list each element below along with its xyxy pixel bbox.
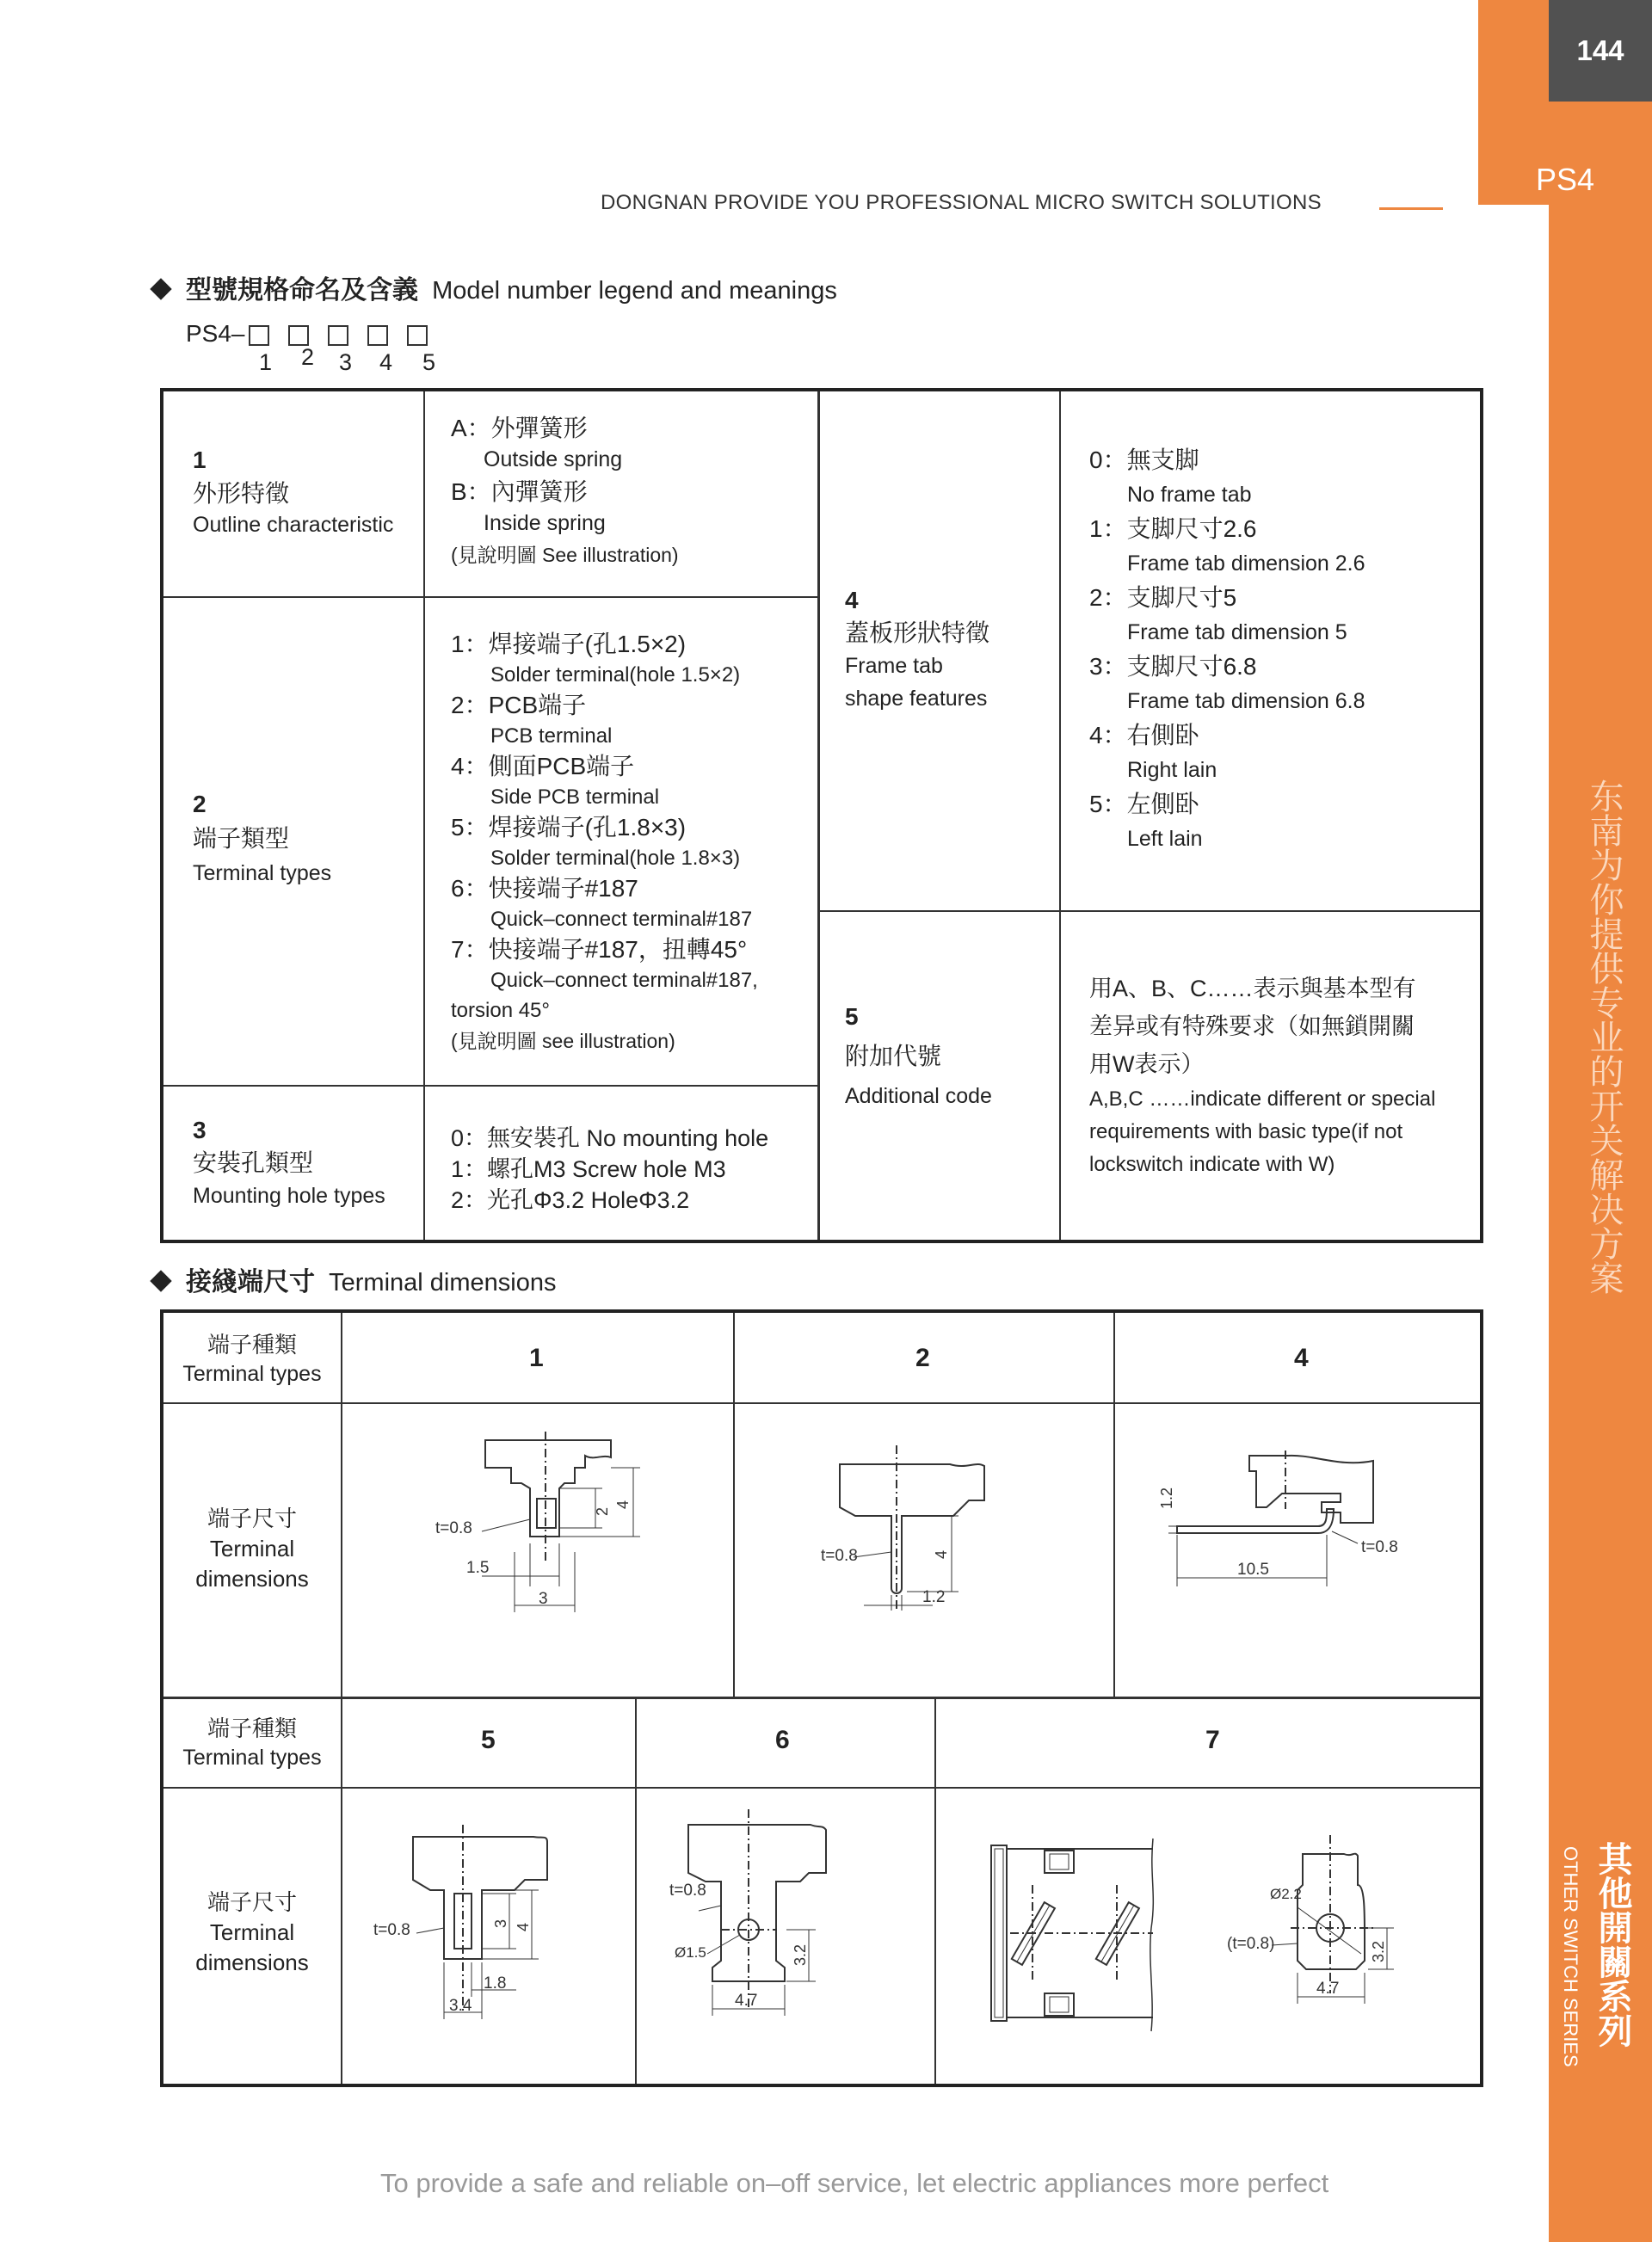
diamond-bullet-icon <box>150 278 171 299</box>
legend-row-1-label <box>193 443 393 540</box>
legend-row-2-options <box>451 629 758 1056</box>
terminal-heading <box>153 1260 556 1298</box>
dim-en: Terminal <box>209 1536 295 1562</box>
terminal-type-header <box>163 1714 341 1773</box>
terminal-7-frame <box>991 1845 1007 2021</box>
terminal-4-lead <box>1177 1509 1334 1533</box>
diamond-bullet-icon <box>150 1270 171 1291</box>
terminal-7-frame-inner <box>995 1849 1003 2017</box>
code-box <box>249 325 269 346</box>
option-text: (見說明圖 see illustration) <box>451 1029 675 1052</box>
code-box <box>367 325 388 346</box>
page-header: DONGNAN PROVIDE YOU PROFESSIONAL MICRO SWITCH SOLUTIONS <box>601 191 1322 214</box>
legend-row-3-options <box>451 1123 768 1216</box>
legend-row-en: Mounting hole types <box>193 1184 385 1208</box>
legend-heading <box>153 268 837 306</box>
option-text: 2：PCB端子 <box>451 692 587 718</box>
terminal-type-num: 2 <box>915 1344 930 1372</box>
option-text: 1：支脚尺寸2.6 <box>1089 515 1257 542</box>
dim-label: t=0.8 <box>435 1519 472 1537</box>
dim-label: 3.2 <box>1370 1940 1387 1962</box>
dim-label: t=0.8 <box>1361 1538 1398 1556</box>
dim-label: 3 <box>539 1590 548 1608</box>
break-line <box>1150 1839 1153 2031</box>
option-text: 1：焊接端子(孔1.5×2) <box>451 631 687 657</box>
code-digit: 4 <box>379 349 393 375</box>
option-text: A：外彈簧形 <box>451 415 588 441</box>
dim-label: 3.2 <box>792 1943 809 1966</box>
dim-label: 1.2 <box>1158 1487 1175 1509</box>
terminal-4-outline <box>1249 1456 1373 1523</box>
leader-line <box>854 1552 891 1557</box>
terminal-1-drawing <box>344 1406 731 1695</box>
dim-label: 4 <box>515 1922 532 1931</box>
legend-row-2-label <box>193 787 331 890</box>
leader-line <box>1272 1943 1298 1945</box>
terminal-7-slot-inner <box>1050 1854 1069 1869</box>
terminal-type-header <box>163 1330 341 1389</box>
option-text: Side PCB terminal <box>490 785 660 809</box>
leader-line <box>699 1906 721 1911</box>
option-text: No frame tab <box>1127 483 1252 507</box>
code-digit: 5 <box>422 349 436 375</box>
legend-row-5-options <box>1089 970 1435 1181</box>
code-digit: 3 <box>339 349 353 375</box>
legend-row-cn: 蓋板形狀特徵 <box>845 619 990 646</box>
page-number: 144 <box>1549 0 1652 102</box>
legend-row-1-options <box>451 412 679 571</box>
legend-row-en: Terminal types <box>193 861 332 885</box>
dim-label: 1.5 <box>466 1559 490 1577</box>
option-text: Solder terminal(hole 1.8×3) <box>490 846 741 870</box>
option-text: A,B,C ……indicate different or special <box>1089 1087 1436 1111</box>
legend-row-cn: 附加代號 <box>845 1043 942 1069</box>
terminal-2-drawing <box>735 1406 1113 1695</box>
code-digit: 1 <box>259 349 273 375</box>
type-en: Terminal types <box>182 1746 322 1771</box>
option-text: (見說明圖 See illustration) <box>451 544 679 566</box>
terminal-type-num: 1 <box>529 1344 544 1372</box>
leader-line <box>482 1519 530 1531</box>
terminal-7-slot-inner <box>1050 1997 1069 2012</box>
terminal-6-drawing <box>638 1790 933 2081</box>
terminal-5-outline <box>413 1837 547 1959</box>
type-en: Terminal types <box>182 1362 322 1387</box>
option-text: Left lain <box>1127 827 1203 851</box>
legend-row-3-label <box>193 1114 385 1212</box>
terminal-2-outline <box>840 1464 984 1593</box>
terminal-dim-header <box>163 1888 341 1978</box>
option-text: B：內彈簧形 <box>451 478 588 505</box>
option-text: 用A、B、C……表示與基本型有 <box>1089 976 1416 1001</box>
legend-row-4-label <box>845 584 989 715</box>
code-box <box>328 325 348 346</box>
terminal-7-drawing <box>938 1790 1478 2081</box>
terminal-4-drawing <box>1115 1406 1480 1695</box>
option-text: Solder terminal(hole 1.5×2) <box>490 662 741 687</box>
option-text: Frame tab dimension 5 <box>1127 620 1347 644</box>
legend-table <box>160 388 1483 1243</box>
dim-label: 4 <box>614 1500 632 1509</box>
legend-row-cn: 安裝孔類型 <box>193 1149 314 1176</box>
dim-label: 1.8 <box>484 1974 507 1993</box>
terminal-type-num: 6 <box>775 1726 790 1754</box>
option-text: 差异或有特殊要求（如無鎖開關 <box>1089 1013 1415 1039</box>
option-text: 3：支脚尺寸6.8 <box>1089 653 1257 680</box>
option-text: 1：螺孔M3 Screw hole M3 <box>451 1156 726 1182</box>
terminal-dim-header <box>163 1504 341 1594</box>
option-text: lockswitch indicate with W) <box>1089 1153 1335 1176</box>
dim-label: 1.2 <box>922 1588 946 1606</box>
dim-label: 2 <box>594 1506 611 1516</box>
option-text: Inside spring <box>484 511 606 535</box>
legend-title-cn: 型號規格命名及含義 <box>186 276 418 305</box>
legend-row-en: Additional code <box>845 1084 992 1108</box>
dim-label: 3 <box>492 1919 509 1928</box>
terminal-type-num: 4 <box>1294 1344 1309 1372</box>
terminal-5-drawing <box>344 1790 633 2081</box>
type-cn: 端子種類 <box>206 1332 297 1358</box>
code-digit: 2 <box>301 344 315 370</box>
dim-label: Ø1.5 <box>675 1944 706 1961</box>
legend-row-cn: 外形特徵 <box>193 480 290 508</box>
code-box <box>407 325 428 346</box>
legend-row-en: Frame tab <box>845 654 943 678</box>
dim-en: dimensions <box>195 1566 309 1592</box>
dim-cn: 端子尺寸 <box>206 1506 297 1531</box>
dim-label: Ø2.2 <box>1270 1886 1302 1902</box>
legend-row-num: 2 <box>193 791 206 817</box>
dim-label: 10.5 <box>1237 1561 1269 1579</box>
dim-label: t=0.8 <box>669 1882 706 1900</box>
sidebar-slogan: 东南为你提供专业的开关解决方案 <box>1585 779 1623 1295</box>
dim-cn: 端子尺寸 <box>206 1889 297 1915</box>
leader-line <box>1332 1531 1358 1543</box>
option-text: PCB terminal <box>490 724 613 748</box>
series-label: PS4 <box>1535 162 1595 197</box>
dim-label: 4 <box>933 1549 950 1559</box>
legend-row-num: 1 <box>193 447 206 473</box>
legend-row-4-options <box>1089 443 1365 856</box>
dim-label: 3.4 <box>449 1997 472 2015</box>
legend-row-num: 4 <box>845 587 859 613</box>
option-text: 4：側面PCB端子 <box>451 753 635 779</box>
type-cn: 端子種類 <box>206 1715 297 1741</box>
dim-label: 4.7 <box>1316 1980 1340 1998</box>
header-rule <box>1379 207 1443 210</box>
dim-label: t=0.8 <box>373 1921 410 1939</box>
option-text: torsion 45° <box>451 999 550 1022</box>
legend-row-cn: 端子類型 <box>193 825 290 852</box>
legend-title-en: Model number legend and meanings <box>432 277 837 305</box>
terminal-type-num: 7 <box>1205 1726 1220 1754</box>
legend-row-en: Outline characteristic <box>193 513 394 538</box>
option-text: 0：無安裝孔 No mounting hole <box>451 1125 769 1151</box>
dim-label: t=0.8 <box>821 1547 858 1565</box>
sidebar-category-cn: 其他開關系列 <box>1593 1841 1631 2048</box>
dim-label: 4.7 <box>735 1992 758 2010</box>
legend-row-num: 5 <box>845 1003 859 1030</box>
sidebar-category-en: OTHER SWITCH SERIES <box>1560 1846 1581 2067</box>
code-box <box>288 325 309 346</box>
dim-label: (t=0.8) <box>1227 1935 1275 1953</box>
terminal-title-cn: 接綫端尺寸 <box>186 1268 315 1297</box>
option-text: 6：快接端子#187 <box>451 875 638 902</box>
option-text: 2：光孔Φ3.2 HoleΦ3.2 <box>451 1187 690 1213</box>
leader-line <box>707 1935 740 1954</box>
model-prefix: PS4– <box>186 320 245 347</box>
option-text: requirements with basic type(if not <box>1089 1120 1403 1143</box>
option-text: Frame tab dimension 6.8 <box>1127 689 1365 713</box>
terminal-type-num: 5 <box>481 1726 496 1754</box>
option-text: 7：快接端子#187，扭轉45° <box>451 936 748 963</box>
legend-row-num: 3 <box>193 1117 206 1143</box>
legend-row-en: shape features <box>845 687 988 711</box>
option-text: Outside spring <box>484 447 623 471</box>
dim-en: Terminal <box>209 1919 295 1946</box>
option-text: Right lain <box>1127 758 1217 782</box>
option-text: 5：左側卧 <box>1089 791 1199 817</box>
terminal-table <box>160 1309 1483 2087</box>
option-text: 4：右側卧 <box>1089 722 1199 748</box>
legend-row-5-label <box>845 997 992 1116</box>
dim-en: dimensions <box>195 1949 309 1976</box>
option-text: Quick–connect terminal#187, <box>490 968 758 992</box>
option-text: 0：無支脚 <box>1089 447 1199 473</box>
leader-line <box>416 1928 444 1933</box>
option-text: 5：焊接端子(孔1.8×3) <box>451 814 687 841</box>
option-text: Quick–connect terminal#187 <box>490 907 753 931</box>
page-footer: To provide a safe and reliable on–off service, let electric appliances more perfect <box>380 2168 1329 2198</box>
option-text: 用W表示） <box>1089 1051 1205 1077</box>
option-text: 2：支脚尺寸5 <box>1089 584 1237 611</box>
terminal-title-en: Terminal dimensions <box>329 1269 557 1297</box>
option-text: Frame tab dimension 2.6 <box>1127 551 1365 576</box>
